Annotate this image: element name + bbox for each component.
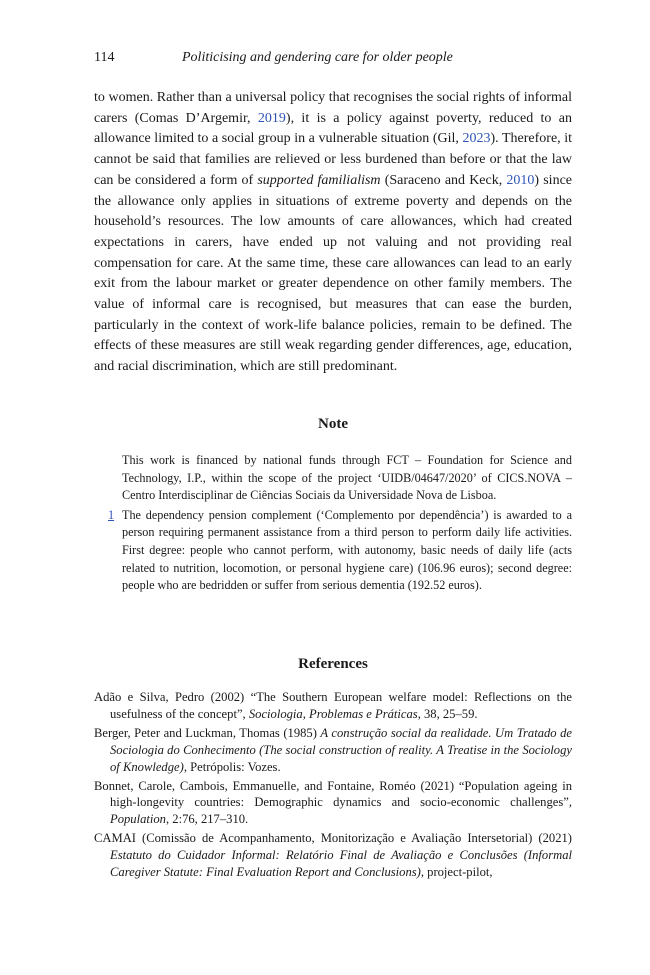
page-header — [94, 50, 572, 72]
funding-note — [104, 452, 572, 505]
reference-title: Sociologia, Problemas e Práticas — [248, 706, 418, 721]
citation-link[interactable]: 2019 — [257, 110, 286, 126]
emphasized-term: supported familialism — [257, 172, 381, 188]
body-text-segment: ), it is a policy against poverty, reduced to an allowance limited to a social group in a vulnerable situation (Gil, — [94, 110, 573, 147]
body-text-segment: ). Therefore, it cannot be said that families are relieved or less burdened than before or that the law can be considered a form of — [94, 131, 572, 188]
reference-text: Adão e Silva, Pedro (2002) “The Southern European welfare model: Reflections on the usefulness of the concept”, — [94, 690, 572, 721]
endnote-item — [104, 507, 572, 595]
reference-text: , 38, 25–59. — [417, 706, 478, 721]
body-text-segment: (Saraceno and Keck, — [380, 172, 507, 188]
funding-note-text: This work is financed by national funds through FCT – Foundation for Science and Technology, I.P., within the scope of the project ‘UIDB/04647/2020’ of CICS.NOVA – Centro Interdisciplinar de Ciências Sociais da Universidade Nova de Lisboa. — [122, 453, 572, 503]
citation-link[interactable]: 2023 — [462, 131, 491, 147]
reference-text: , 2:76, 217–310. — [165, 812, 249, 827]
reference-entry — [94, 725, 572, 776]
reference-title: A construção social da realidade. Um Tratado de Sociologia do Conhecimento (The social construction of reality. A Treatise in the Sociology of Knowledge) — [110, 725, 572, 774]
reference-entry — [94, 778, 572, 829]
endnote-number-link[interactable]: 1 — [108, 507, 115, 522]
endnote-text: The dependency pension complement (‘Complemento por dependência’) is awarded to a person requiring permanent assistance from a third person to perform daily life activities. First degree: people who cannot perform, with autonomy, basic needs of daily life (acts related to nutrition, locomotion, or personal hygiene care) (106.96 euros); second degree: people who are bedridden or suffer from serious dementia (192.52 euros). — [122, 507, 572, 593]
reference-text: , project-pilot, — [420, 865, 493, 880]
references-heading: References — [298, 656, 368, 672]
reference-text: Bonnet, Carole, Cambois, Emmanuelle, and Fontaine, Roméo (2021) “Population ageing in high-longevity countries: Demographic dynamics and socio-economic challenges”, — [94, 778, 572, 810]
reference-text: Berger, Peter and Luckman, Thomas (1985) — [94, 725, 321, 740]
page-number: 114 — [94, 50, 115, 65]
body-paragraph — [94, 88, 572, 378]
reference-title: Population — [110, 812, 166, 827]
reference-text: CAMAI (Comissão de Acompanhamento, Monitorização e Avaliação Intersetorial) (2021) — [94, 831, 572, 846]
running-title: Politicising and gendering care for older people — [182, 50, 453, 65]
body-text-segment: ) since the allowance only applies in situations of extreme poverty and depends on the household’s resources. The low amounts of care allowances, which had created expectations in carers, have ended up not valuing and not providing real compensation for care. At the same time, these care allowances can lead to an early exit from the labour market or greater dependence on other family members. The value of informal care is recognised, but measures that can ease the burden, particularly in the context of work-life balance policies, remain to be defined. The effects of these measures are still weak regarding gender differences, age, education, and racial discrimination, which are still predominant. — [94, 172, 572, 375]
reference-title: Estatuto do Cuidador Informal: Relatório Final de Avaliação e Conclusões (Informal Caregiver Statute: Final Evaluation Report and Conclusions) — [110, 848, 572, 880]
references-list — [94, 689, 572, 883]
reference-text: , Petrópolis: Vozes. — [183, 759, 281, 774]
reference-entry — [94, 689, 572, 723]
note-heading: Note — [318, 416, 348, 432]
reference-entry — [94, 830, 572, 881]
citation-link[interactable]: 2010 — [506, 172, 535, 188]
body-text-segment: to women. Rather than a universal policy that recognises the social rights of informal carers (Comas D’Argemir, — [94, 90, 572, 126]
notes-section — [104, 452, 572, 597]
